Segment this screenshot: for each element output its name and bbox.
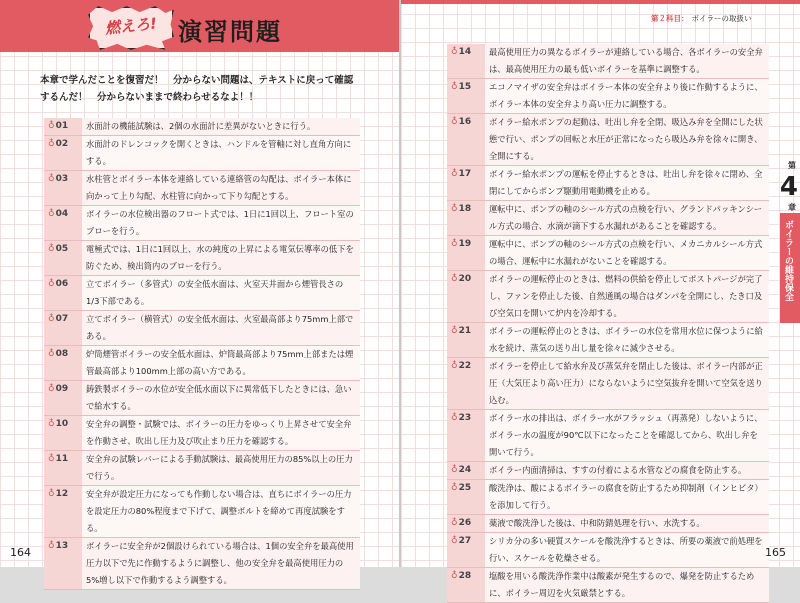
flame-icon: ♁ [451, 274, 458, 284]
question-number [44, 136, 82, 170]
question-number-text: 17 [458, 169, 472, 179]
left-page [0, 0, 399, 585]
side-tab-number: 4 [779, 172, 798, 202]
question-number [44, 538, 82, 589]
question-row [447, 568, 769, 603]
question-number-text: 03 [55, 174, 69, 184]
running-head-title: ボイラーの取扱い [691, 14, 752, 23]
page-number-right: 165 [765, 546, 786, 559]
question-number-text: 08 [55, 349, 69, 359]
question-number-text: 06 [55, 279, 69, 289]
question-text: ボイラーを停止して給水弁及び蒸気弁を閉止した後は、ボイラー内部が正圧（大気圧より高い圧力）にならないように空気抜弁を開いて空気を送り込む。 [485, 358, 769, 409]
question-row [44, 381, 360, 416]
right-page [401, 0, 800, 598]
question-row [447, 515, 769, 533]
question-row [44, 538, 360, 590]
question-row [447, 114, 769, 166]
question-text: 最高使用圧力の異なるボイラーが連絡している場合、各ボイラーの安全弁は、最高使用圧力の最も低いボイラーを基準に調整する。 [485, 44, 769, 78]
question-number [447, 462, 485, 479]
question-number-text: 12 [55, 489, 69, 499]
question-row [447, 201, 769, 236]
question-number-text: 04 [55, 209, 69, 219]
question-number [44, 171, 82, 205]
running-head-chapter: 第２科目： [651, 14, 689, 23]
question-number-text: 01 [55, 121, 69, 131]
flame-icon: ♁ [48, 489, 55, 499]
question-text: 塩酸を用いる酸洗浄作業中は酸素が発生するので、爆発を防止するために、ボイラー周辺を火気厳禁とする。 [485, 568, 769, 602]
question-text: シリカ分の多い硬質スケールを酸洗浄するときは、所要の薬液で前処理を行い、スケールを乾燥させる。 [485, 533, 769, 567]
question-row [44, 118, 360, 136]
question-row [447, 410, 769, 462]
question-number-text: 10 [55, 419, 69, 429]
question-number [447, 410, 485, 461]
flame-icon: ♁ [48, 209, 55, 219]
flame-icon: ♁ [48, 139, 55, 149]
flame-icon: ♁ [48, 174, 55, 184]
question-number-text: 24 [458, 465, 472, 475]
question-number-text: 19 [458, 239, 472, 249]
question-text: 電極式では、1日に1回以上、水の純度の上昇による電気伝導率の低下を防ぐため、検出筒内のブローを行う。 [82, 241, 360, 275]
flame-icon: ♁ [48, 244, 55, 254]
question-row [447, 271, 769, 323]
question-row [44, 486, 360, 538]
question-row [44, 241, 360, 276]
question-number-text: 16 [458, 117, 472, 127]
burst-text: 燃えろ! [104, 14, 158, 38]
question-row [447, 358, 769, 410]
question-text: 安全弁の試験レバーによる手動試験は、最高使用圧力の85%以上の圧力で行う。 [82, 451, 360, 485]
question-row [44, 171, 360, 206]
question-number-text: 07 [55, 314, 69, 324]
question-text: 水柱管とボイラー本体を連絡している連絡管の勾配は、ボイラー本体に向かって上り勾配、水柱管に向かって下り勾配とする。 [82, 171, 360, 205]
question-number-text: 20 [458, 274, 472, 284]
question-list-right [447, 44, 769, 603]
flame-icon: ♁ [451, 571, 458, 581]
question-number [44, 346, 82, 380]
flame-icon: ♁ [451, 518, 458, 528]
question-number [447, 358, 485, 409]
question-number-text: 23 [458, 413, 472, 423]
side-tab-prefix: 第 [788, 161, 796, 170]
question-row [44, 136, 360, 171]
question-number [447, 166, 485, 200]
question-number [44, 486, 82, 537]
flame-icon: ♁ [451, 326, 458, 336]
question-number [447, 79, 485, 113]
question-text: ボイラーの水位検出器のフロート式では、1日に1回以上、フロート室のブローを行う。 [82, 206, 360, 240]
question-row [447, 44, 769, 79]
running-head [651, 13, 752, 24]
question-row [44, 276, 360, 311]
question-number [447, 44, 485, 78]
question-row [44, 206, 360, 241]
question-number [447, 568, 485, 602]
question-number-text: 26 [458, 518, 472, 528]
question-number [447, 323, 485, 357]
flame-icon: ♁ [48, 419, 55, 429]
flame-icon: ♁ [48, 121, 55, 131]
question-number-text: 11 [55, 454, 69, 464]
question-number-text: 21 [458, 326, 472, 336]
question-number [44, 276, 82, 310]
question-text: 酸洗浄は、酸によるボイラーの腐食を防止するため抑制剤（インヒビタ）を添加して行う。 [485, 480, 769, 514]
question-number-text: 27 [458, 536, 472, 546]
flame-icon: ♁ [451, 47, 458, 57]
question-row [447, 480, 769, 515]
flame-icon: ♁ [451, 169, 458, 179]
flame-icon: ♁ [48, 384, 55, 394]
question-number-text: 18 [458, 204, 472, 214]
question-text: エコノマイザの安全弁はボイラー本体の安全弁より後に作動するように、ボイラー本体の安全弁より高い圧力に調整する。 [485, 79, 769, 113]
top-rule [401, 0, 800, 4]
question-text: 運転中に、ポンプの軸のシール方式の点検を行い、メカニカルシール方式の場合、運転中に水漏れがないことを確認する。 [485, 236, 769, 270]
question-text: 炉筒煙管ボイラーの安全低水面は、炉筒最高部より75mm上部または煙管最高部より100mm上部の高い方である。 [82, 346, 360, 380]
question-row [447, 462, 769, 480]
flame-icon: ♁ [451, 361, 458, 371]
question-number-text: 22 [458, 361, 472, 371]
question-text: ボイラー給水ポンプの運転を停止するときは、吐出し弁を徐々に閉め、全閉にしてからポンプ駆動用電動機を止める。 [485, 166, 769, 200]
question-text: 薬液で酸洗浄した後は、中和防錆処理を行い、水洗する。 [485, 515, 769, 532]
question-number-text: 13 [55, 541, 69, 551]
question-row [44, 311, 360, 346]
flame-icon: ♁ [451, 204, 458, 214]
question-text: ボイラー内面清掃は、すすの付着による水管などの腐食を防止する。 [485, 462, 769, 479]
flame-icon: ♁ [48, 279, 55, 289]
question-text: ボイラー給水ポンプの起動は、吐出し弁を全閉、吸込み弁を全開にした状態で行い、ポンプの回転と水圧が正常になったら吸込み弁を徐々に開き、全開にする。 [485, 114, 769, 165]
question-number [44, 451, 82, 485]
question-number [447, 236, 485, 270]
question-row [44, 416, 360, 451]
intro-text: 本章で学んだことを復習だ！ 分からない問題は、テキストに戻って確認するんだ！ 分からないままで終わらせるなよ！！ [40, 75, 354, 103]
flame-icon: ♁ [48, 349, 55, 359]
question-text: 立てボイラー（横管式）の安全低水面は、火室最高部より75mm上部である。 [82, 311, 360, 345]
flame-icon: ♁ [451, 536, 458, 546]
question-number [447, 271, 485, 322]
question-text: 運転中に、ポンプの軸のシール方式の点検を行い、グランドパッキンシール方式の場合、水滴が滴下する水漏れがあることを確認する。 [485, 201, 769, 235]
flame-icon: ♁ [451, 465, 458, 475]
question-number [447, 480, 485, 514]
page-title: 演習問題 [178, 18, 282, 46]
flame-icon: ♁ [451, 117, 458, 127]
side-tab-suffix: 章 [788, 203, 796, 212]
flame-icon: ♁ [451, 239, 458, 249]
question-number-text: 09 [55, 384, 69, 394]
question-row [447, 166, 769, 201]
question-number [44, 206, 82, 240]
question-number [447, 114, 485, 165]
question-row [447, 323, 769, 358]
question-number [44, 311, 82, 345]
question-text: ボイラーの運転停止のときは、ボイラーの水位を常用水位に保つように給水を続け、蒸気の送り出し量を徐々に減少させる。 [485, 323, 769, 357]
flame-icon: ♁ [451, 413, 458, 423]
question-text: ボイラーの運転停止のときは、燃料の供給を停止してポストパージが完了し、ファンを停止した後、自然通風の場合はダンパを全開にし、たき口及び空気口を開いて炉内を冷却する。 [485, 271, 769, 322]
question-number [44, 381, 82, 415]
question-row [447, 236, 769, 271]
question-row [44, 451, 360, 486]
page-number-left: 164 [10, 546, 31, 559]
question-row [447, 79, 769, 114]
question-number-text: 28 [458, 571, 472, 581]
question-text: 安全弁の調整・試験では、ボイラーの圧力をゆっくり上昇させて安全弁を作動させ、吹出し圧力及び吹止まり圧力を確認する。 [82, 416, 360, 450]
question-text: 鋳鉄製ボイラーの水位が安全低水面以下に異常低下したときには、急いで給水する。 [82, 381, 360, 415]
question-text: 水面計の機能試験は、2個の水面計に差異がないときに行う。 [82, 118, 360, 135]
question-list-left [44, 118, 360, 590]
question-number-text: 02 [55, 139, 69, 149]
question-text: 立てボイラー（多管式）の安全低水面は、火室天井面から煙管長さの1/3下部である。 [82, 276, 360, 310]
flame-icon: ♁ [48, 541, 55, 551]
question-number [447, 515, 485, 532]
question-number-text: 14 [458, 47, 472, 57]
question-number [44, 416, 82, 450]
question-text: ボイラー水の排出は、ボイラー水がフラッシュ（再蒸発）しないように、ボイラー水の温度が90℃以下になったことを確認してから、吹出し弁を開いて行う。 [485, 410, 769, 461]
flame-icon: ♁ [451, 483, 458, 493]
question-number [447, 533, 485, 567]
question-text: 水面計のドレンコックを開くときは、ハンドルを管軸に対し直角方向にする。 [82, 136, 360, 170]
question-number [44, 118, 82, 135]
question-number [447, 201, 485, 235]
question-text: 安全弁が設定圧力になっても作動しない場合は、直ちにボイラーの圧力を設定圧力の80%程度まで下げて、調整ボルトを締めて再度試験をする。 [82, 486, 360, 537]
question-row [447, 533, 769, 568]
question-text: ボイラーに安全弁が2個設けられている場合は、1個の安全弁を最高使用圧力以下で先に作動するように調整し、他の安全弁を最高使用圧力の5%増し以下で作動するよう調整する。 [82, 538, 360, 589]
flame-icon: ♁ [451, 82, 458, 92]
flame-icon: ♁ [48, 314, 55, 324]
question-row [44, 346, 360, 381]
flame-icon: ♁ [48, 454, 55, 464]
question-number-text: 05 [55, 244, 69, 254]
question-number-text: 15 [458, 82, 472, 92]
question-number-text: 25 [458, 483, 472, 493]
side-tab-label: ボイラーの維持保全 [783, 220, 793, 301]
question-number [44, 241, 82, 275]
